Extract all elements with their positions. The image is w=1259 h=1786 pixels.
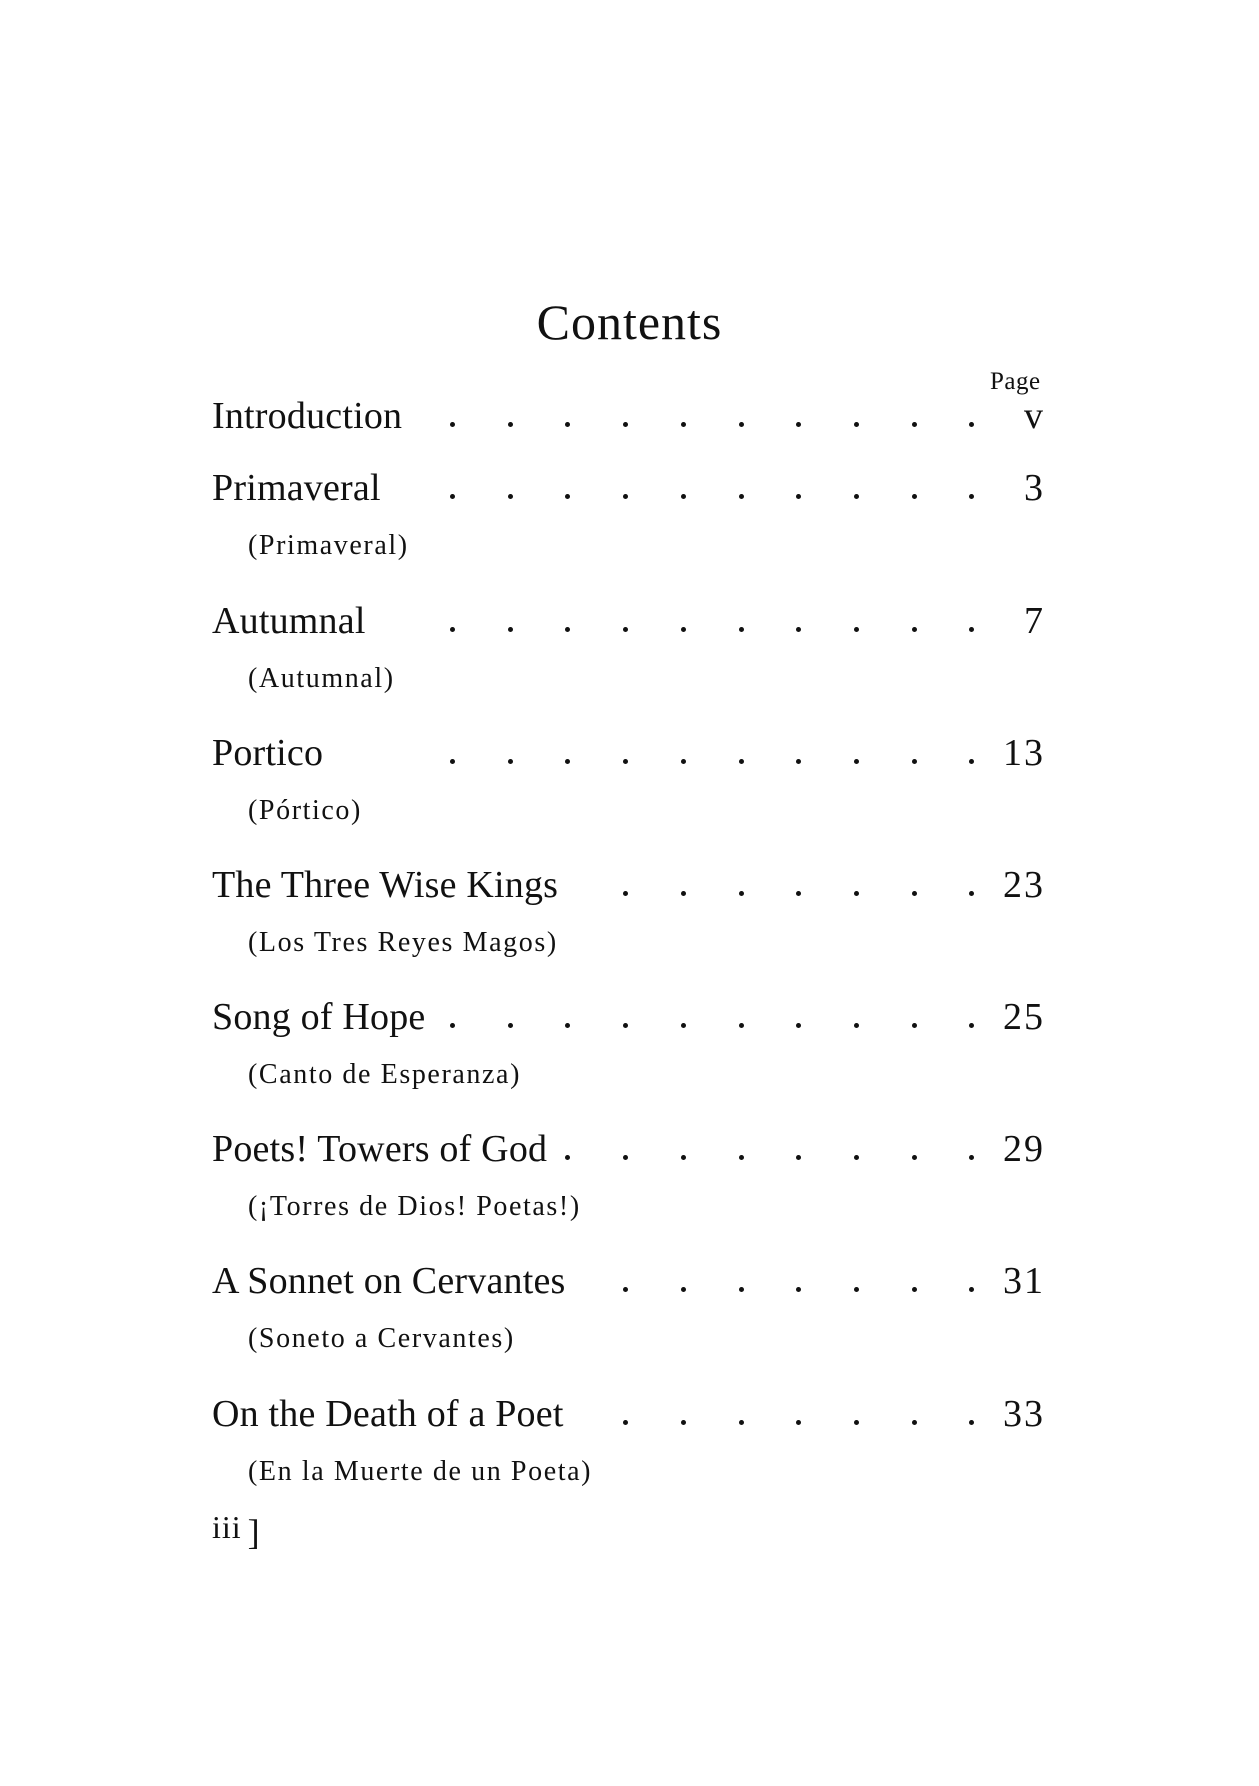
leader-dot — [623, 891, 628, 896]
leader-dot — [912, 1287, 917, 1292]
leader-dot — [508, 1023, 513, 1028]
toc-entry-title: On the Death of a Poet — [212, 1393, 564, 1435]
dot-leader — [212, 388, 993, 444]
leader-dot — [623, 1155, 628, 1160]
leader-dot — [969, 1155, 974, 1160]
leader-dot — [450, 422, 455, 427]
dot-leader — [212, 857, 993, 913]
leader-dot — [565, 759, 570, 764]
leader-dot — [912, 759, 917, 764]
toc-entry-title: The Three Wise Kings — [212, 864, 559, 906]
leader-dot — [854, 1155, 859, 1160]
leader-dot — [450, 1023, 455, 1028]
toc-entry-original-title: (Primaveral) — [248, 530, 409, 561]
leader-dot — [854, 891, 859, 896]
toc-entry[interactable] — [212, 388, 1047, 444]
leader-dot — [854, 627, 859, 632]
toc-entry-page-number: 31 — [1003, 1260, 1045, 1302]
folio-number: iii — [212, 1509, 242, 1545]
leader-dot — [739, 759, 744, 764]
leader-dot — [796, 891, 801, 896]
toc-entry-title: A Sonnet on Cervantes — [212, 1260, 566, 1302]
toc-entry[interactable] — [212, 857, 1047, 958]
toc-entry-title: Portico — [212, 732, 324, 774]
leader-dot — [912, 494, 917, 499]
toc-entry[interactable] — [212, 1386, 1047, 1487]
leader-dot — [623, 1420, 628, 1425]
leader-dot — [681, 1155, 686, 1160]
leader-dot — [796, 759, 801, 764]
leader-dot — [565, 627, 570, 632]
leader-dot — [623, 1287, 628, 1292]
leader-dot — [565, 494, 570, 499]
leader-dot — [508, 759, 513, 764]
toc-entry[interactable] — [212, 725, 1047, 826]
leader-dot — [969, 422, 974, 427]
leader-dot — [565, 422, 570, 427]
leader-dot — [796, 422, 801, 427]
leader-dot — [681, 891, 686, 896]
leader-dot — [912, 1420, 917, 1425]
leader-dot — [681, 1287, 686, 1292]
toc-entry-title: Poets! Towers of God — [212, 1128, 548, 1170]
leader-dot — [739, 422, 744, 427]
leader-dot — [565, 1023, 570, 1028]
toc-entry-line — [212, 388, 1047, 444]
dot-leader — [212, 1386, 993, 1442]
leader-dot — [565, 1155, 570, 1160]
leader-dot — [969, 1420, 974, 1425]
leader-dot — [969, 494, 974, 499]
leader-dot — [969, 627, 974, 632]
leader-dot — [681, 1023, 686, 1028]
toc-entry-line — [212, 989, 1047, 1045]
leader-dot — [854, 1023, 859, 1028]
leader-dot — [854, 1287, 859, 1292]
toc-entry-original-title: (¡Torres de Dios! Poetas!) — [248, 1191, 581, 1222]
leader-dot — [739, 494, 744, 499]
leader-dot — [681, 422, 686, 427]
leader-dot — [623, 627, 628, 632]
toc-entry-page-number: 7 — [1024, 600, 1045, 642]
leader-dot — [796, 1155, 801, 1160]
toc-entry-original-title: (Soneto a Cervantes) — [248, 1323, 515, 1354]
toc-entry-original-title: (Canto de Esperanza) — [248, 1059, 521, 1090]
page-column-label: Page — [990, 368, 1041, 395]
toc-entry-line — [212, 1121, 1047, 1177]
toc-entry-page-number: 3 — [1024, 467, 1045, 509]
toc-entry[interactable] — [212, 460, 1047, 561]
leader-dot — [796, 494, 801, 499]
dot-leader — [212, 1253, 993, 1309]
toc-entry-page-number: 23 — [1003, 864, 1045, 906]
leader-dot — [912, 1023, 917, 1028]
toc-entry-line — [212, 1386, 1047, 1442]
leader-dot — [681, 1420, 686, 1425]
toc-entry[interactable] — [212, 1121, 1047, 1222]
dot-leader — [212, 1121, 993, 1177]
toc-entry-title: Introduction — [212, 395, 403, 437]
toc-entry-original-title: (Pórtico) — [248, 795, 362, 826]
toc-entry-line — [212, 593, 1047, 649]
leader-dot — [796, 1420, 801, 1425]
dot-leader — [212, 725, 993, 781]
toc-entry-original-title: (Autumnal) — [248, 663, 395, 694]
leader-dot — [969, 1023, 974, 1028]
dot-leader — [212, 460, 993, 516]
leader-dot — [854, 759, 859, 764]
leader-dot — [969, 759, 974, 764]
leader-dot — [796, 1287, 801, 1292]
leader-dot — [681, 759, 686, 764]
leader-dot — [796, 1023, 801, 1028]
dot-leader — [212, 593, 993, 649]
leader-dot — [912, 891, 917, 896]
toc-entry[interactable] — [212, 1253, 1047, 1354]
leader-dot — [739, 891, 744, 896]
toc-entry[interactable] — [212, 989, 1047, 1090]
toc-entry[interactable] — [212, 593, 1047, 694]
leader-dot — [623, 1023, 628, 1028]
leader-dot — [681, 627, 686, 632]
leader-dot — [450, 759, 455, 764]
toc-entry-line — [212, 460, 1047, 516]
dot-leader — [212, 989, 993, 1045]
leader-dot — [969, 891, 974, 896]
leader-dot — [508, 422, 513, 427]
toc-entry-title: Autumnal — [212, 600, 366, 642]
toc-entry-page-number: 13 — [1003, 732, 1045, 774]
leader-dot — [739, 627, 744, 632]
toc-entry-original-title: (Los Tres Reyes Magos) — [248, 927, 558, 958]
leader-dot — [739, 1023, 744, 1028]
toc-entry-title: Song of Hope — [212, 996, 426, 1038]
leader-dot — [912, 422, 917, 427]
toc-entry-line — [212, 857, 1047, 913]
toc-entry-line — [212, 725, 1047, 781]
folio-bracket: ] — [247, 1512, 261, 1552]
leader-dot — [450, 494, 455, 499]
toc-entry-page-number: v — [1024, 395, 1045, 437]
leader-dot — [912, 1155, 917, 1160]
leader-dot — [623, 422, 628, 427]
page-folio — [212, 1505, 261, 1552]
leader-dot — [854, 422, 859, 427]
leader-dot — [623, 494, 628, 499]
page-title: Contents — [536, 294, 723, 350]
leader-dot — [912, 627, 917, 632]
leader-dot — [739, 1155, 744, 1160]
leader-dot — [681, 494, 686, 499]
leader-dot — [739, 1420, 744, 1425]
leader-dot — [508, 627, 513, 632]
leader-dot — [508, 494, 513, 499]
leader-dot — [854, 1420, 859, 1425]
toc-entry-page-number: 33 — [1003, 1393, 1045, 1435]
leader-dot — [450, 627, 455, 632]
toc-entry-page-number: 29 — [1003, 1128, 1045, 1170]
leader-dot — [623, 759, 628, 764]
toc-entry-line — [212, 1253, 1047, 1309]
leader-dot — [854, 494, 859, 499]
leader-dot — [796, 627, 801, 632]
leader-dot — [969, 1287, 974, 1292]
toc-entry-page-number: 25 — [1003, 996, 1045, 1038]
toc-entry-title: Primaveral — [212, 467, 381, 509]
toc-entry-original-title: (En la Muerte de un Poeta) — [248, 1456, 593, 1487]
leader-dot — [739, 1287, 744, 1292]
